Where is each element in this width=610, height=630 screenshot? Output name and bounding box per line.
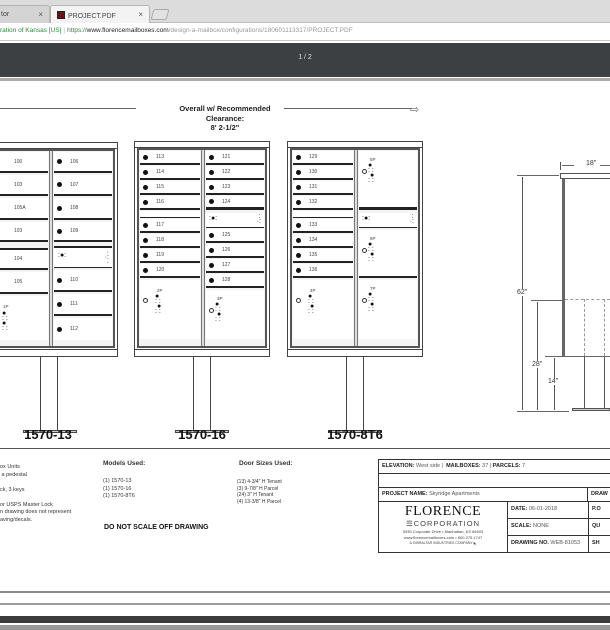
unit-frame [137, 148, 267, 348]
door-100 [0, 152, 48, 173]
braille-icon: ● : : ● : : [215, 301, 222, 323]
page-edge [0, 591, 610, 593]
door-105a [0, 198, 48, 220]
door-109 [54, 222, 112, 242]
mailbox-unit-1570-16 [134, 141, 270, 357]
elevation-label: ELEVATION: [382, 463, 415, 469]
lock-icon [57, 327, 62, 332]
door-105 [0, 272, 48, 294]
note-line: or USPS Master Lock [0, 501, 53, 508]
mailbox-unit-1570-13 [0, 142, 118, 357]
door-number: 126 [222, 247, 231, 253]
door-117 [140, 219, 200, 233]
left-column [0, 151, 49, 346]
door-124 [206, 196, 264, 210]
company-web: www.florencemailboxes.com • 800.275.1747 [403, 535, 483, 540]
door-size-item: (24) 3" H Tenant [237, 492, 274, 498]
lock-icon [143, 170, 148, 175]
address-bar[interactable] [0, 23, 610, 41]
outgoing-mail-slot [54, 246, 112, 268]
pedestal [346, 357, 364, 431]
side-cap [560, 173, 610, 179]
lock-icon [209, 199, 214, 204]
dimension-tick [560, 162, 561, 170]
door-128 [206, 274, 264, 288]
parcel-locker-5p [359, 151, 417, 210]
parcel-locker-3p [206, 290, 264, 339]
mid-dimension: 28" [532, 361, 543, 368]
door-size-item: (13) 4-3/4" H Tenant [237, 479, 282, 485]
door-number: 129 [309, 154, 318, 160]
sh-label: SH [592, 540, 600, 546]
right-column [205, 150, 265, 346]
elevation-row: ELEVATION: West side | MAILBOXES: 37 | PARCELS: 7 [379, 460, 610, 474]
company-sub-text: CORPORATION [413, 519, 480, 528]
braille-icon: :●: [209, 215, 218, 222]
qu-label: QU [592, 523, 601, 529]
lock-icon [296, 253, 301, 258]
braille-icon: : ·: [409, 213, 414, 225]
door-number: 122 [222, 169, 231, 175]
clearance-line-1: Overall w/ Recommended [179, 104, 271, 113]
unit-frame [290, 148, 420, 348]
parcel-locker-7p [359, 280, 417, 339]
lock-icon [143, 253, 148, 258]
models-used-heading: Models Used: [103, 460, 146, 467]
company-name: FLORENCE [404, 504, 482, 519]
left-column [139, 150, 201, 346]
lock-icon [209, 233, 214, 238]
close-tab-icon[interactable]: × [38, 10, 43, 19]
door-112 [54, 318, 112, 340]
tab-label: PROJECT.PDF [68, 13, 116, 20]
door-115 [140, 181, 200, 195]
door-133 [293, 219, 353, 233]
door-129 [293, 151, 353, 165]
door-number: 120 [156, 267, 165, 273]
address-separator: | [63, 27, 66, 34]
lock-icon [296, 155, 301, 160]
door-number: 117 [156, 222, 164, 228]
door-number: 132 [309, 199, 318, 205]
florence-favicon-icon [57, 11, 65, 19]
door-121 [206, 151, 264, 165]
lock-icon [143, 185, 148, 190]
unit-base [287, 349, 423, 357]
braille-icon: : ·: [256, 213, 261, 225]
draw-label: DRAW [591, 491, 608, 497]
dimension-tick [517, 175, 559, 176]
parcel-label: 1P [3, 304, 9, 309]
qu-cell [588, 519, 610, 536]
parcel-label: 2P [157, 288, 163, 293]
door-108 [54, 198, 112, 220]
door-number: 128 [222, 277, 231, 283]
page-separator [0, 591, 610, 630]
lock-icon [57, 182, 62, 187]
model-label: 1570-16 [178, 427, 226, 442]
door-107 [54, 175, 112, 196]
lock-icon [209, 185, 214, 190]
door-134 [293, 234, 353, 248]
door-number: 123 [222, 184, 231, 190]
parcel-key-ring-icon [362, 298, 367, 303]
door-number: 130 [309, 169, 318, 175]
po-label: P.O [592, 506, 601, 512]
lock-icon [143, 155, 148, 160]
door-number: 131 [309, 184, 318, 190]
left-column [292, 150, 354, 346]
lock-icon [57, 159, 62, 164]
door-110 [54, 270, 112, 292]
parcel-key-ring-icon [209, 308, 214, 313]
dimension-tick [545, 356, 563, 357]
url-protocol: https:// [67, 27, 87, 34]
url-host: www.florencemailboxes.com [86, 27, 169, 34]
door-number: 134 [309, 237, 318, 243]
lock-icon [296, 185, 301, 190]
page-border [0, 78, 610, 81]
door-number: 127 [222, 262, 231, 268]
lock-icon [209, 155, 214, 160]
blank-panel [293, 211, 353, 218]
door-number: 107 [70, 181, 79, 188]
parcels-value: 7 [522, 463, 526, 469]
door-number: 110 [70, 277, 78, 283]
door-sizes-list [237, 479, 282, 505]
mailboxes-label: MAILBOXES: [446, 463, 481, 469]
door-number: 114 [156, 169, 164, 175]
unit-cap [134, 141, 270, 148]
close-tab-icon[interactable]: × [138, 10, 143, 19]
door-123 [206, 181, 264, 195]
braille-icon: ● : : ● : : [368, 162, 375, 184]
model-label: 1570-8T6 [327, 427, 383, 442]
door-number: 106 [70, 158, 79, 165]
elevation-value: West side [416, 463, 441, 469]
hidden-line [604, 299, 605, 356]
parcel-key-ring-icon [362, 248, 367, 253]
florence-logo [379, 502, 508, 553]
company-address: 5935 Corporate Drive • Manhattan, KS 66503 [402, 529, 484, 534]
project-value: Skyridge Apartments [429, 491, 480, 497]
note-line: n drawing does not represent [0, 509, 72, 515]
dimension-line [537, 302, 538, 410]
braille-icon: ● : : ● : : [308, 293, 315, 315]
dimension-line [562, 165, 574, 166]
parcel-locker-1p [0, 296, 48, 340]
door-number: 124 [222, 198, 231, 205]
door-number: 136 [309, 267, 318, 273]
door-number: 105 [14, 279, 23, 285]
parcel-locker-4p [293, 280, 353, 339]
outgoing-mail-slot [359, 213, 417, 228]
unit-cap [0, 142, 118, 149]
url-path: /design-a-mailbox/configurations/180601113317/PROJECT.PDF [168, 27, 353, 34]
door-number: 119 [156, 252, 164, 258]
model-label: 1570-13 [24, 427, 72, 442]
pdf-page [0, 78, 610, 598]
date-cell [508, 502, 588, 519]
door-number: 112 [70, 326, 78, 332]
page-indicator: 1 / 2 [298, 54, 312, 61]
door-number: 109 [70, 228, 79, 234]
blank-row [379, 474, 610, 488]
lock-icon [57, 206, 62, 211]
scale-value: NONE [533, 523, 549, 529]
lock-icon [143, 200, 148, 205]
door-number: 108 [70, 205, 79, 211]
door-113 [140, 151, 200, 165]
depth-dimension: 18" [586, 160, 597, 167]
tab-label: tor [1, 11, 10, 18]
mailbox-unit-1570-8t6 [287, 141, 423, 357]
lock-icon [296, 223, 301, 228]
title-block [378, 459, 610, 553]
note-line: aving/decals. [0, 516, 33, 523]
parcel-locker-6p [359, 230, 417, 278]
clearance-line-3: 8' 2-1/2" [210, 123, 240, 132]
note-line: ox Units [0, 464, 20, 470]
parcel-label: 7P [370, 286, 376, 291]
drawing-no-cell [508, 536, 588, 553]
door-136 [293, 264, 353, 278]
door-114 [140, 166, 200, 180]
project-label: PROJECT NAME: [382, 491, 428, 497]
braille-icon: ● : : ● : : [368, 291, 375, 313]
tab-bar [0, 0, 610, 23]
side-foot [572, 408, 610, 411]
parcel-label: 3P [217, 296, 223, 301]
dimension-tick [531, 300, 563, 301]
blank-panel [140, 211, 200, 218]
door-104 [0, 248, 48, 270]
date-label: DATE: [511, 506, 528, 512]
door-number: 125 [222, 232, 231, 238]
pedestal-line [584, 357, 585, 409]
pedestal [40, 357, 58, 431]
scale-warning: DO NOT SCALE OFF DRAWING [104, 524, 209, 531]
dimension-line [0, 108, 136, 109]
braille-icon: :●: [58, 252, 67, 259]
door-125 [206, 229, 264, 243]
door-122 [206, 166, 264, 180]
ground-line [517, 411, 569, 412]
lock-icon [209, 248, 214, 253]
door-size-item: (3) 9-7/8" H Parcel [237, 485, 279, 492]
next-page-edge[interactable] [0, 625, 610, 630]
drawing-no-value: WEB-81053 [550, 540, 581, 546]
unit-frame [0, 149, 115, 348]
clearance-line-2: Clearance: [205, 113, 245, 123]
lock-icon [143, 223, 148, 228]
general-notes [0, 464, 71, 524]
lock-icon [209, 170, 214, 175]
section-divider [0, 448, 610, 449]
right-column [358, 150, 418, 346]
door-126 [206, 244, 264, 258]
gibraltar-logo-icon: ◣ [473, 541, 477, 545]
parcel-label: 5P [370, 157, 376, 162]
lock-icon [296, 238, 301, 243]
lock-icon [57, 278, 62, 283]
parcel-locker-2p [140, 280, 200, 339]
company-sub [379, 519, 507, 528]
door-number: 113 [156, 154, 164, 160]
dimension-line [284, 108, 412, 109]
parcel-key-ring-icon [296, 298, 301, 303]
model-item: (1) 1570-13 [103, 478, 132, 484]
parcel-key-ring-icon [362, 169, 367, 174]
door-118 [140, 234, 200, 248]
unit-base [134, 349, 270, 357]
parcel-label: 4P [310, 288, 316, 293]
pedestal-line [604, 357, 605, 409]
model-item: (1) 1570-8T6 [103, 493, 135, 499]
lock-icon [209, 263, 214, 268]
side-panel [562, 179, 565, 357]
sh-cell [588, 536, 610, 553]
lock-icon [209, 278, 214, 283]
hidden-line [584, 299, 585, 356]
lock-icon [143, 238, 148, 243]
viewer-gap [0, 616, 610, 623]
company-parent [379, 541, 507, 546]
unit-cap [287, 141, 423, 148]
door-size-item: (4) 13-3/8" H Parcel [237, 498, 282, 505]
door-number: 133 [309, 222, 318, 228]
door-103b [0, 222, 48, 242]
lock-icon [296, 170, 301, 175]
tab-project-pdf[interactable] [50, 5, 150, 23]
arrow-right-icon: ⇨ [410, 104, 420, 116]
door-number: 135 [309, 252, 318, 258]
tab-editor[interactable] [0, 5, 50, 23]
lock-icon [57, 229, 62, 234]
height-dimension: 62" [517, 289, 528, 296]
door-number: 111 [70, 301, 78, 307]
mailboxes-value: 37 [482, 463, 489, 469]
door-number: 121 [222, 154, 231, 160]
po-cell [588, 502, 610, 519]
door-130 [293, 166, 353, 180]
door-131 [293, 181, 353, 195]
braille-icon: ● : : ● : : [155, 293, 162, 315]
date-value: 06-01-2018 [528, 506, 558, 512]
door-number: 103 [14, 228, 23, 234]
lock-icon [143, 268, 148, 273]
note-line: a pedestal [0, 471, 27, 478]
low-dimension: 14" [548, 378, 559, 385]
parcel-key-ring-icon [143, 298, 148, 303]
pdf-toolbar [0, 43, 610, 77]
door-sizes-heading: Door Sizes Used: [239, 460, 293, 467]
door-119 [140, 249, 200, 263]
door-116 [140, 196, 200, 210]
company-parent-text: A GIBRALTAR INDUSTRIES COMPANY [409, 541, 473, 545]
door-number: 105A [14, 205, 26, 211]
door-106 [54, 152, 112, 173]
menu-lines-icon: ☰ [405, 519, 414, 528]
door-135 [293, 249, 353, 263]
ev-certificate-label[interactable]: ration of Kansas [US] [0, 27, 62, 34]
braille-icon: · ·: · [104, 249, 109, 266]
scale-label: SCALE: [511, 523, 532, 529]
note-line: ck, 3 keys [0, 486, 25, 493]
project-row [379, 488, 610, 502]
door-111 [54, 294, 112, 316]
braille-icon: ● : : ● : : [368, 241, 375, 263]
models-used-list [103, 478, 135, 501]
door-number: 103 [14, 181, 23, 188]
unit-base [0, 349, 118, 357]
dimension-line [600, 165, 610, 166]
lock-icon [296, 200, 301, 205]
new-tab-button[interactable] [151, 9, 170, 20]
parcel-label: 6P [370, 236, 376, 241]
pedestal [193, 357, 211, 431]
scale-cell [508, 519, 588, 536]
door-number: 104 [14, 256, 23, 262]
model-item: (1) 1570-16 [103, 485, 132, 492]
lock-icon [296, 268, 301, 273]
door-103 [0, 175, 48, 196]
draw-cell [587, 488, 610, 502]
door-number: 116 [156, 199, 164, 205]
parcels-label: PARCELS: [492, 463, 521, 469]
door-number: 100 [14, 158, 23, 165]
door-132 [293, 196, 353, 210]
lock-icon [57, 302, 62, 307]
page-edge [0, 603, 610, 605]
right-column [53, 151, 113, 346]
door-number: 118 [156, 237, 164, 243]
outgoing-mail-slot [206, 213, 264, 228]
braille-icon: ● : : ● : : [2, 310, 8, 332]
door-127 [206, 259, 264, 273]
door-120 [140, 264, 200, 278]
braille-icon: :●: [362, 215, 371, 222]
drawing-no-label: DRAWING NO. [511, 540, 549, 546]
door-number: 115 [156, 184, 164, 190]
